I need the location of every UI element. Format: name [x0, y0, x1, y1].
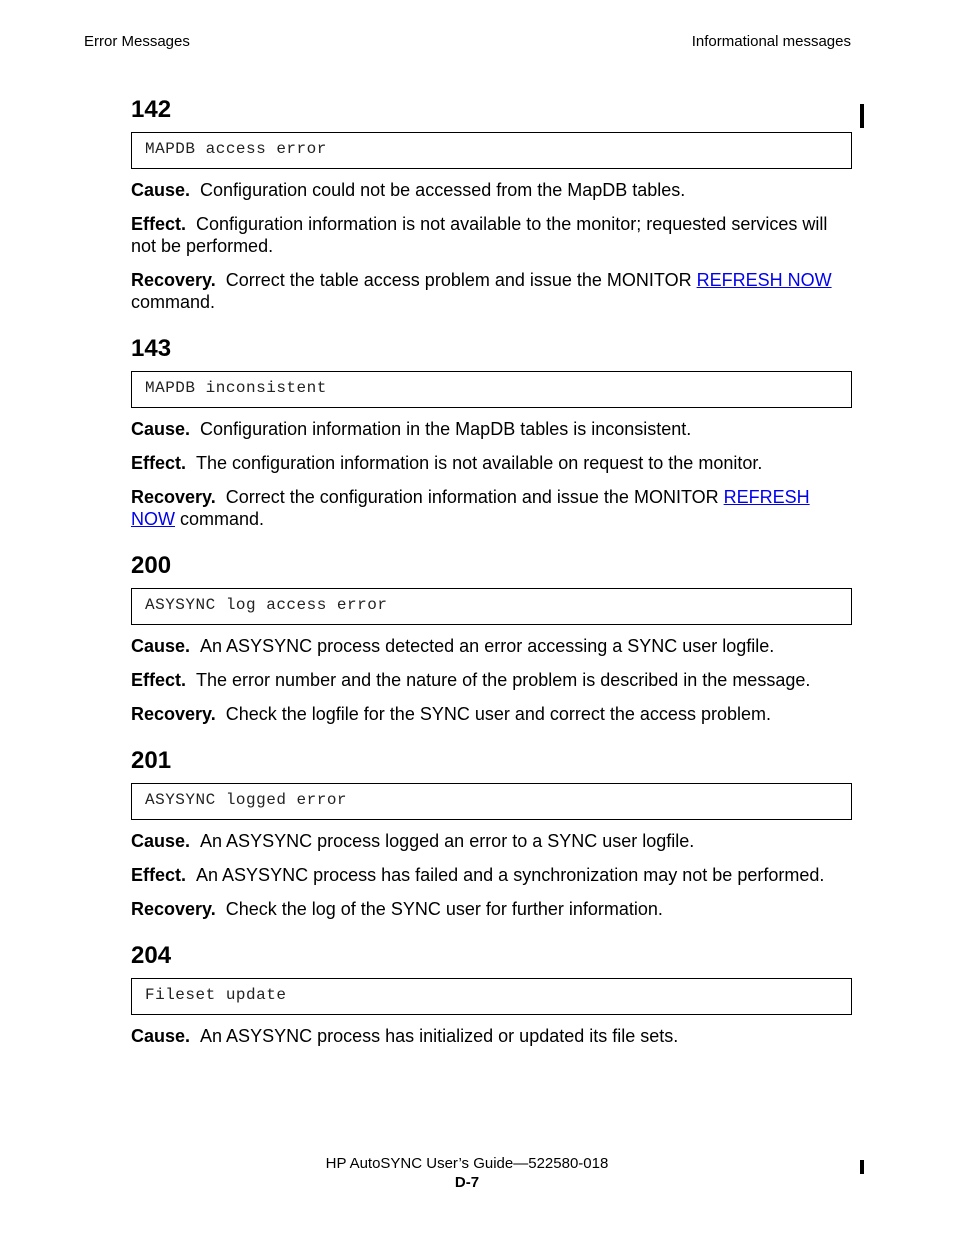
cause-text: Configuration information in the MapDB tables is inconsistent.	[200, 419, 692, 439]
recovery-label: Recovery.	[131, 270, 216, 290]
refresh-now-link[interactable]: REFRESH NOW	[131, 487, 810, 529]
message-143	[131, 335, 852, 530]
effect-text: Configuration information is not available to the monitor; requested services will not be performed.	[131, 214, 828, 256]
message-201	[131, 747, 852, 920]
effect-paragraph	[131, 864, 852, 886]
message-number: 142	[131, 96, 172, 123]
message-text-box: ASYSYNC log access error	[131, 588, 852, 625]
recovery-paragraph	[131, 898, 852, 920]
cause-paragraph	[131, 179, 852, 201]
change-bar-top	[860, 104, 864, 128]
effect-paragraph	[131, 669, 852, 691]
recovery-text: Correct the table access problem and issue the MONITOR	[225, 270, 697, 290]
message-number: 200	[131, 552, 172, 579]
message-number: 143	[131, 335, 172, 362]
cause-paragraph	[131, 635, 852, 657]
cause-paragraph	[131, 1025, 852, 1047]
cause-text: An ASYSYNC process logged an error to a SYNC user logfile.	[200, 831, 695, 851]
cause-text: An ASYSYNC process has initialized or updated its file sets.	[200, 1026, 679, 1046]
cause-paragraph	[131, 418, 852, 440]
recovery-paragraph	[131, 269, 852, 313]
recovery-text: Check the log of the SYNC user for further information.	[225, 899, 663, 919]
message-text-box: Fileset update	[131, 978, 852, 1015]
recovery-text: Check the logfile for the SYNC user and correct the access problem.	[225, 704, 771, 724]
cause-label: Cause.	[131, 636, 191, 656]
cause-label: Cause.	[131, 831, 191, 851]
effect-paragraph	[131, 452, 852, 474]
running-header-right: Informational messages	[691, 33, 851, 50]
recovery-label: Recovery.	[131, 487, 216, 507]
cause-text: An ASYSYNC process detected an error accessing a SYNC user logfile.	[200, 636, 775, 656]
message-number: 201	[131, 747, 172, 774]
cause-text: Configuration could not be accessed from the MapDB tables.	[200, 180, 686, 200]
recovery-paragraph	[131, 703, 852, 725]
effect-text: The error number and the nature of the problem is described in the message.	[196, 670, 811, 690]
cause-paragraph	[131, 830, 852, 852]
message-200	[131, 552, 852, 725]
recovery-paragraph	[131, 486, 852, 530]
refresh-now-link[interactable]: REFRESH NOW	[696, 270, 832, 290]
effect-label: Effect.	[131, 453, 187, 473]
footer-page-number: D-7	[454, 1174, 480, 1191]
effect-paragraph	[131, 213, 852, 257]
effect-label: Effect.	[131, 865, 187, 885]
recovery-text-end: command.	[175, 509, 265, 529]
message-text-box: ASYSYNC logged error	[131, 783, 852, 820]
recovery-label: Recovery.	[131, 704, 216, 724]
cause-label: Cause.	[131, 419, 191, 439]
effect-label: Effect.	[131, 214, 187, 234]
message-142	[131, 96, 852, 313]
message-number: 204	[131, 942, 172, 969]
effect-text: The configuration information is not available on request to the monitor.	[196, 453, 763, 473]
message-text-box: MAPDB access error	[131, 132, 852, 169]
cause-label: Cause.	[131, 180, 191, 200]
message-text-box: MAPDB inconsistent	[131, 371, 852, 408]
effect-text: An ASYSYNC process has failed and a synchronization may not be performed.	[196, 865, 825, 885]
change-bar-bottom	[860, 1160, 864, 1174]
message-204	[131, 942, 852, 1047]
cause-label: Cause.	[131, 1026, 191, 1046]
recovery-text-end: command.	[131, 292, 216, 312]
recovery-label: Recovery.	[131, 899, 216, 919]
footer-title: HP AutoSYNC User’s Guide—522580-018	[325, 1155, 609, 1172]
running-header-left: Error Messages	[84, 33, 190, 50]
page-content	[131, 96, 852, 1059]
recovery-text: Correct the configuration information and issue the MONITOR	[225, 487, 724, 507]
effect-label: Effect.	[131, 670, 187, 690]
